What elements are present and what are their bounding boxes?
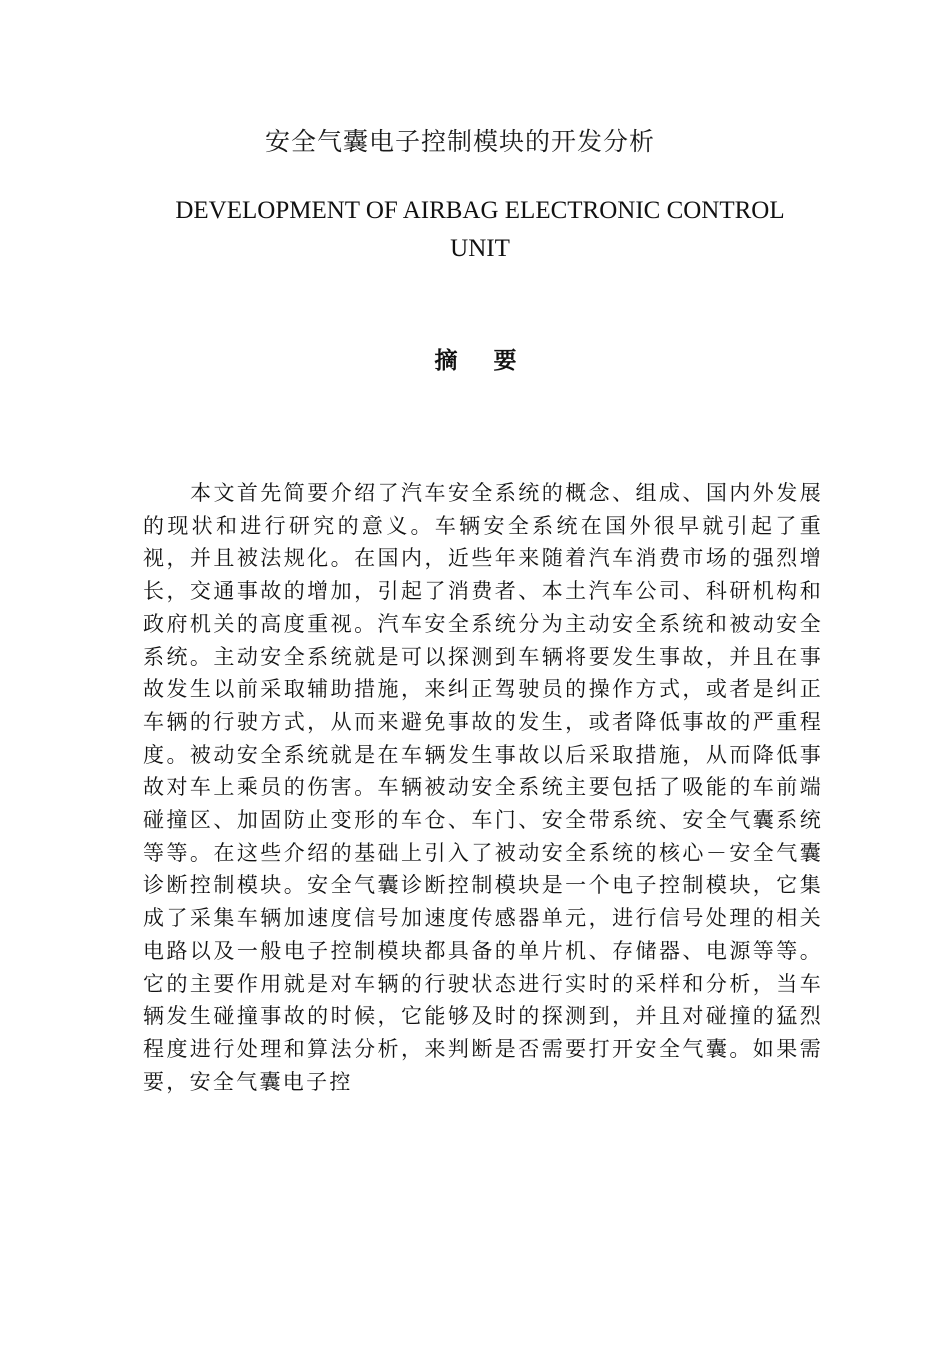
- abstract-heading: 摘 要: [434, 348, 531, 374]
- english-title: DEVELOPMENT OF AIRBAG ELECTRONIC CONTROL UNIT: [175, 197, 785, 262]
- chinese-title: 安全气囊电子控制模块的开发分析: [264, 127, 655, 156]
- abstract-paragraph: 本文首先简要介绍了汽车安全系统的概念、组成、国内外发展的现状和进行研究的意义。车辆安全系统在国外很早就引起了重视，并且被法规化。在国内，近些年来随着汽车消费市场的强烈增长，交通事故的增加，引起了消费者、本土汽车公司、科研机构和政府机关的高度重视。汽车安全系统分为主动安全系统和被动安全系统。主动安全系统就是可以探测到车辆将要发生事故，并且在事故发生以前采取辅助措施，来纠正驾驶员的操作方式，或者是纠正车辆的行驶方式，从而来避免事故的发生，或者降低事故的严重程度。被动安全系统就是在车辆发生事故以后采取措施，从而降低事故对车上乘员的伤害。车辆被动安全系统主要包括了吸能的车前端碰撞区、加固防止变形的车仓、车门、安全带系统、安全气囊系统等等。在这些介绍的基础上引入了被动安全系统的核心－安全气囊诊断控制模块。安全气囊诊断控制模块是一个电子控制模块，它集成了采集车辆加速度信号加速度传感器单元，进行信号处理的相关电路以及一般电子控制模块都具备的单片机、存储器、电源等等。它的主要作用就是对车辆的行驶状态进行实时的采样和分析，当车辆发生碰撞事故的时候，它能够及时的探测到，并且对碰撞的猛烈程度进行处理和算法分析，来判断是否需要打开安全气囊。如果需要，安全气囊电子控: [143, 481, 823, 1094]
